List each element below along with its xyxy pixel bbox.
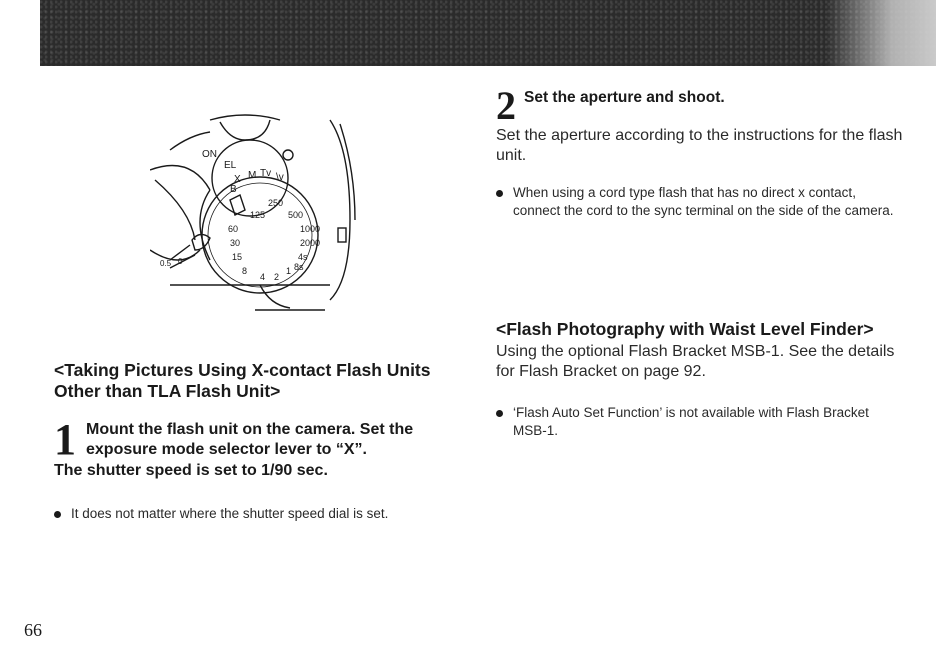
illus-label-4: 4 [260, 272, 266, 282]
illus-label-15: 15 [232, 252, 243, 262]
illus-label-0: 0 [178, 257, 183, 266]
illus-label-0-5: 0.5 [160, 259, 172, 268]
bullet-note-cord-flash [496, 184, 906, 220]
illus-label-m: M [248, 170, 257, 181]
page-number: 66 [24, 620, 42, 640]
step-1-number: 1 [54, 415, 76, 464]
step-1 [54, 415, 474, 464]
bullet-icon [54, 511, 61, 518]
bullet-text: It does not matter where the shutter speed dial is set. [71, 506, 389, 521]
bullet-note-shutter-dial [54, 505, 474, 523]
bullet-text: ‘Flash Auto Set Function’ is not available with Flash Bracket MSB-1. [513, 405, 869, 438]
header-banner [40, 0, 936, 66]
header-banner-fade [826, 0, 936, 66]
illus-label-8s: 8s [294, 262, 304, 272]
step-1-text: Mount the flash unit on the camera. Set the exposure mode selector lever to “X”. [86, 421, 414, 458]
step-2 [496, 83, 916, 128]
step-1-result: The shutter speed is set to 1/90 sec. [54, 462, 328, 479]
illus-label-2000: 2000 [300, 238, 321, 248]
illus-label-el: EL [224, 160, 237, 171]
illus-label-b: B [230, 184, 237, 195]
illus-label-1000: 1000 [300, 224, 321, 234]
illus-label-30: 30 [230, 238, 241, 248]
illus-label-2: 2 [274, 272, 280, 282]
illus-label-tv: Tv [260, 168, 272, 179]
illus-label-8: 8 [242, 266, 248, 276]
bullet-icon [496, 190, 503, 197]
bullet-text: When using a cord type flash that has no direct x contact, connect the cord to the sync terminal on the side of the camera. [513, 185, 894, 218]
step-2-text: Set the aperture and shoot. [524, 89, 725, 106]
shutter-dial-illustration [150, 110, 370, 320]
section-heading-waist-level-finder: <Flash Photography with Waist Level Finder> [496, 319, 874, 339]
bullet-icon [496, 410, 503, 417]
bullet-note-flash-auto-set [496, 404, 906, 440]
illus-label-125: 125 [250, 210, 266, 220]
paragraph-aperture: Set the aperture according to the instructions for the flash unit. [496, 127, 903, 164]
illus-label-1: 1 [286, 266, 292, 276]
illus-label-4s: 4s [298, 252, 308, 262]
illus-label-60: 60 [228, 224, 239, 234]
paragraph-flash-bracket: Using the optional Flash Bracket MSB-1. See the details for Flash Bracket on page 92. [496, 343, 895, 380]
illus-label-500: 500 [288, 210, 304, 220]
illus-label-x: X [234, 174, 241, 185]
step-2-number: 2 [496, 83, 516, 128]
illus-label-250: 250 [268, 198, 284, 208]
illus-label-av: \v [276, 172, 284, 183]
illus-label-on: ON [202, 149, 217, 160]
section-heading-x-contact-flash: <Taking Pictures Using X-contact Flash Units Other than TLA Flash Unit> [54, 360, 431, 401]
